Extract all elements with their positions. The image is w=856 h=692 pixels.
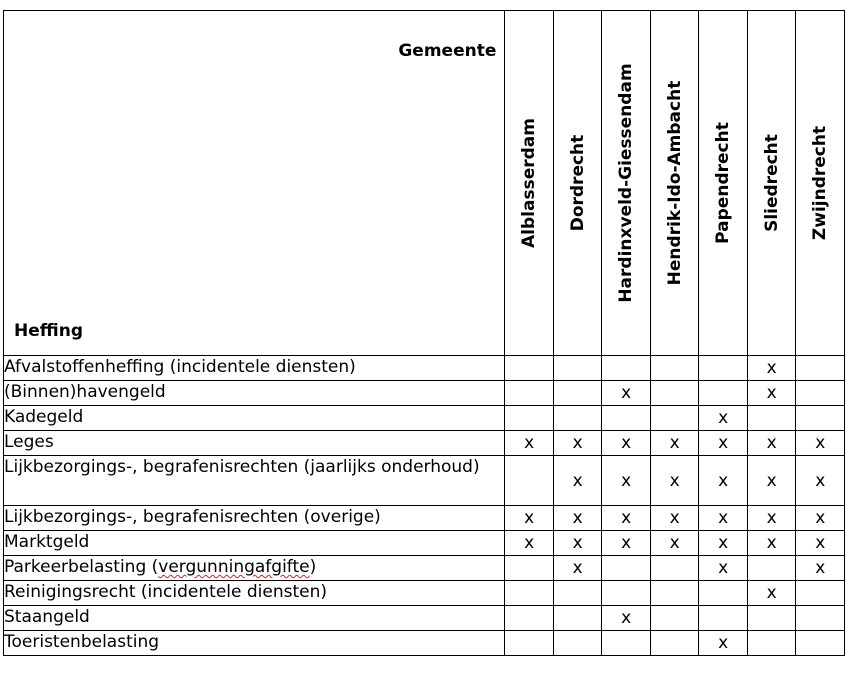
column-header-alblasserdam	[505, 11, 554, 356]
column-header-sliedrecht	[747, 11, 796, 356]
mark-cell	[796, 406, 845, 431]
mark-cell	[553, 356, 602, 381]
mark-cell	[747, 556, 796, 581]
mark-cell	[747, 406, 796, 431]
mark-cell: x	[505, 431, 554, 456]
mark-cell	[505, 606, 554, 631]
mark-cell: x	[602, 531, 651, 556]
column-label: Dordrecht	[567, 134, 588, 232]
heffingen-table	[3, 10, 845, 656]
mark-cell: x	[505, 506, 554, 531]
mark-cell: x	[699, 456, 748, 506]
column-label: Alblasserdam	[519, 118, 540, 248]
column-header-papendrecht	[699, 11, 748, 356]
mark-cell	[553, 606, 602, 631]
header-row	[4, 11, 845, 356]
mark-cell: x	[699, 406, 748, 431]
mark-cell	[650, 406, 699, 431]
row-label: Marktgeld	[4, 531, 505, 556]
row-label: Toeristenbelasting	[4, 631, 505, 656]
mark-cell	[602, 556, 651, 581]
mark-cell	[747, 631, 796, 656]
mark-cell: x	[650, 456, 699, 506]
mark-cell	[650, 381, 699, 406]
mark-cell: x	[602, 456, 651, 506]
table-row	[4, 556, 845, 581]
row-label: Lijkbezorgings-, begrafenisrechten (jaarlijks onderhoud)	[4, 456, 505, 506]
mark-cell	[699, 381, 748, 406]
table-row	[4, 606, 845, 631]
mark-cell	[553, 581, 602, 606]
column-label: Hardinxveld-Giessendam	[616, 63, 637, 303]
mark-cell: x	[747, 381, 796, 406]
table-row	[4, 406, 845, 431]
row-label: Kadegeld	[4, 406, 505, 431]
mark-cell	[505, 456, 554, 506]
mark-cell: x	[650, 531, 699, 556]
mark-cell	[602, 581, 651, 606]
mark-cell: x	[602, 606, 651, 631]
mark-cell: x	[747, 456, 796, 506]
column-header-zwijndrecht	[796, 11, 845, 356]
column-label: Hendrik-Ido-Ambacht	[664, 80, 685, 286]
column-header-hardinxveld-giessendam	[602, 11, 651, 356]
mark-cell: x	[553, 456, 602, 506]
mark-cell: x	[747, 356, 796, 381]
mark-cell: x	[553, 556, 602, 581]
mark-cell	[602, 406, 651, 431]
mark-cell: x	[602, 506, 651, 531]
table-row	[4, 356, 845, 381]
table-row	[4, 431, 845, 456]
row-label: (Binnen)havengeld	[4, 381, 505, 406]
mark-cell	[699, 606, 748, 631]
mark-cell	[553, 631, 602, 656]
mark-cell: x	[699, 431, 748, 456]
row-label: Afvalstoffenheffing (incidentele diensten)	[4, 356, 505, 381]
mark-cell	[796, 606, 845, 631]
mark-cell	[796, 631, 845, 656]
mark-cell	[505, 356, 554, 381]
column-header-dordrecht	[553, 11, 602, 356]
mark-cell	[650, 581, 699, 606]
gemeente-heading: Gemeente	[398, 41, 497, 61]
mark-cell: x	[747, 506, 796, 531]
mark-cell	[553, 381, 602, 406]
row-label: Leges	[4, 431, 505, 456]
mark-cell: x	[747, 531, 796, 556]
mark-cell	[505, 631, 554, 656]
mark-cell: x	[796, 506, 845, 531]
column-label: Papendrecht	[713, 122, 734, 244]
mark-cell	[505, 406, 554, 431]
mark-cell: x	[699, 506, 748, 531]
table-row	[4, 531, 845, 556]
table-body	[4, 356, 845, 656]
mark-cell: x	[796, 456, 845, 506]
mark-cell: x	[796, 531, 845, 556]
row-label: Parkeerbelasting (vergunningafgifte)	[4, 556, 505, 581]
mark-cell	[796, 581, 845, 606]
mark-cell: x	[553, 531, 602, 556]
mark-cell	[553, 406, 602, 431]
mark-cell: x	[650, 506, 699, 531]
mark-cell: x	[699, 531, 748, 556]
mark-cell: x	[747, 431, 796, 456]
mark-cell	[747, 606, 796, 631]
mark-cell: x	[650, 431, 699, 456]
mark-cell: x	[602, 381, 651, 406]
mark-cell: x	[553, 431, 602, 456]
column-header-hendrik-ido-ambacht	[650, 11, 699, 356]
mark-cell: x	[505, 531, 554, 556]
mark-cell	[505, 381, 554, 406]
mark-cell	[650, 556, 699, 581]
column-label: Sliedrecht	[761, 134, 782, 232]
mark-cell	[650, 606, 699, 631]
mark-cell	[650, 631, 699, 656]
mark-cell: x	[796, 556, 845, 581]
table-row	[4, 381, 845, 406]
row-label: Lijkbezorgings-, begrafenisrechten (overige)	[4, 506, 505, 531]
mark-cell	[796, 356, 845, 381]
mark-cell	[602, 356, 651, 381]
mark-cell	[699, 581, 748, 606]
mark-cell: x	[699, 556, 748, 581]
row-label: Reinigingsrecht (incidentele diensten)	[4, 581, 505, 606]
mark-cell	[602, 631, 651, 656]
table-row	[4, 456, 845, 506]
mark-cell: x	[747, 581, 796, 606]
mark-cell: x	[796, 431, 845, 456]
table-row	[4, 631, 845, 656]
column-label: Zwijndrecht	[810, 125, 831, 241]
mark-cell	[699, 356, 748, 381]
mark-cell	[796, 381, 845, 406]
mark-cell: x	[602, 431, 651, 456]
mark-cell: x	[699, 631, 748, 656]
mark-cell	[505, 556, 554, 581]
heffing-heading: Heffing	[14, 321, 83, 341]
table-row	[4, 581, 845, 606]
mark-cell: x	[553, 506, 602, 531]
table-row	[4, 506, 845, 531]
mark-cell	[650, 356, 699, 381]
mark-cell	[505, 581, 554, 606]
spellcheck-word: vergunningafgifte	[158, 557, 310, 577]
row-label: Staangeld	[4, 606, 505, 631]
header-corner-cell	[4, 11, 505, 356]
